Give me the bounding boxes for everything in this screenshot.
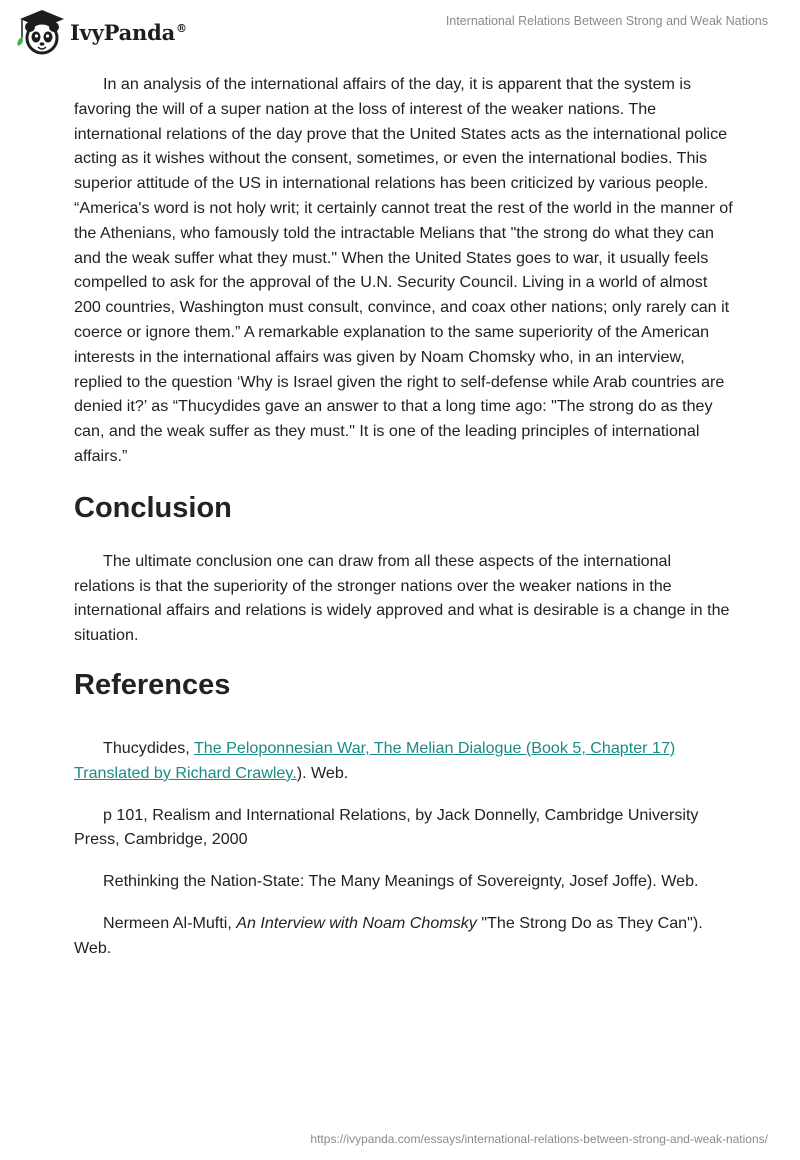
- reference-link-peloponnesian-war[interactable]: The Peloponnesian War, The Melian Dialogue (Book 5, Chapter 17) Translated by Richard Crawley.: [74, 738, 676, 782]
- ivypanda-logo[interactable]: [14, 8, 187, 56]
- document-title: International Relations Between Strong and Weak Nations: [445, 14, 768, 28]
- references-heading: References: [74, 668, 231, 701]
- reference-item: p 101, Realism and International Relations, by Jack Donnelly, Cambridge University Press, Cambridge, 2000: [74, 805, 699, 849]
- conclusion-heading: Conclusion: [74, 491, 232, 524]
- reference-item: Thucydides, The Peloponnesian War, The Melian Dialogue (Book 5, Chapter 17) Translated by Richard Crawley.). Web.: [74, 738, 676, 782]
- essay-content: [74, 72, 734, 961]
- reference-italic-title: An Interview with Noam Chomsky: [236, 913, 477, 932]
- panda-graduate-icon: [14, 8, 66, 56]
- brand-name: IvyPanda®: [70, 19, 187, 45]
- body-paragraph: In an analysis of the international affairs of the day, it is apparent that the system is favoring the will of a super nation at the loss of interest of the weaker nations. The international relations of the day prove that the United States acts as the international police acting as it wishes without the consent, sometimes, or even the international bodies. This superior attitude of the US in international relations has been criticized by various people. “America's word is not holy writ; it certainly cannot treat the rest of the world in the manner of the Athenians, who famously told the intractable Melians that "the strong do what they can and the weak suffer what they must." When the United States goes to war, it usually feels compelled to ask for the approval of the U.N. Security Council. Living in a world of almost 200 countries, Washington must consult, convince, and coax other nations; only rarely can it coerce or ignore them.” A remarkable explanation to the same superiority of the American interests in the international affairs was given by Noam Chomsky who, in an interview, replied to the question ‘Why is Israel given the right to self-defense while Arab countries are denied it?’ as “Thucydides gave an answer to that a long time ago: "The strong do as they can, and the weak suffer as they must." It is one of the leading principles of international affairs.”: [74, 75, 733, 465]
- reference-item: Nermeen Al-Mufti, An Interview with Noam Chomsky "The Strong Do as They Can"). Web.: [74, 913, 703, 957]
- conclusion-paragraph: The ultimate conclusion one can draw from all these aspects of the international relations is that the superiority of the stronger nations over the weaker nations in the international affairs and relations is widely approved and what is desirable is a change in the situation.: [74, 551, 730, 645]
- footer-url: https://ivypanda.com/essays/international-relations-between-strong-and-weak-nations/: [310, 1132, 768, 1146]
- reference-item: Rethinking the Nation-State: The Many Meanings of Sovereignty, Josef Joffe). Web.: [103, 872, 699, 891]
- references-list: [74, 736, 734, 961]
- page-header: [0, 0, 800, 60]
